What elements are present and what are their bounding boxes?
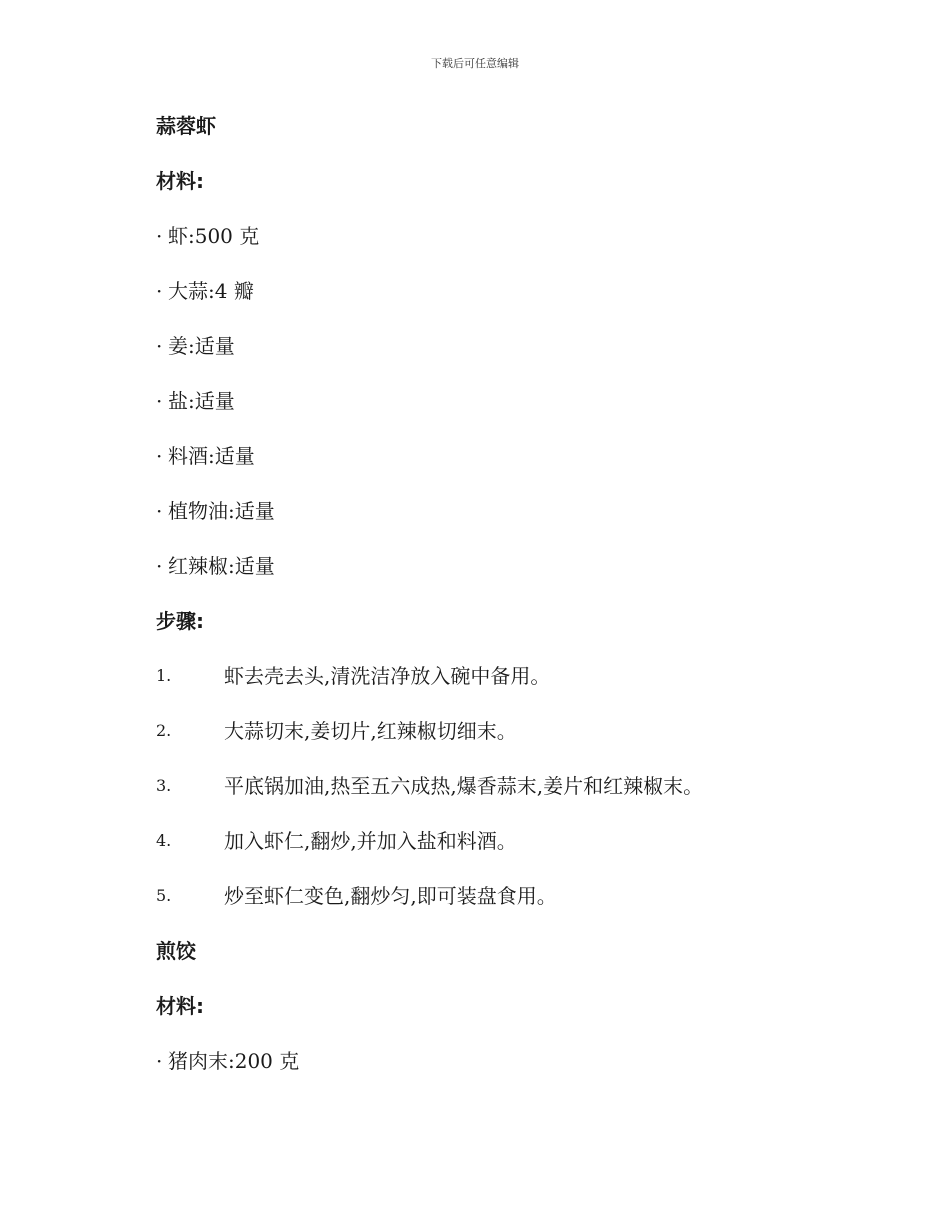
step-text: 平底锅加油,热至五六成热,爆香蒜末,姜片和红辣椒末。 <box>224 774 704 798</box>
list-item-text: 猪肉末:200 克 <box>168 1049 300 1073</box>
step-number: 5. <box>156 886 172 905</box>
step-item <box>156 825 896 857</box>
page-header: 下载后可任意编辑 <box>431 57 519 70</box>
bullet-icon: · <box>156 1049 163 1073</box>
list-item <box>156 440 896 472</box>
list-item <box>156 495 896 527</box>
bullet-icon: · <box>156 444 163 468</box>
step-number: 2. <box>156 721 172 740</box>
bullet-icon: · <box>156 224 163 248</box>
list-item <box>156 385 896 417</box>
bullet-icon: · <box>156 389 163 413</box>
list-item <box>156 1045 896 1077</box>
step-number: 3. <box>156 776 172 795</box>
step-item <box>156 660 896 692</box>
step-text: 加入虾仁,翻炒,并加入盐和料酒。 <box>224 829 517 853</box>
list-item-text: 红辣椒:适量 <box>168 554 275 578</box>
list-item-text: 虾:500 克 <box>168 224 260 248</box>
steps-heading: 步骤: <box>156 609 204 633</box>
step-item <box>156 770 896 802</box>
bullet-icon: · <box>156 334 163 358</box>
list-item-text: 大蒜:4 瓣 <box>168 279 254 303</box>
bullet-icon: · <box>156 554 163 578</box>
step-item <box>156 715 896 747</box>
materials-heading: 材料: <box>156 169 204 193</box>
step-number: 1. <box>156 666 172 685</box>
step-text: 虾去壳去头,清洗洁净放入碗中备用。 <box>224 664 551 688</box>
recipe-title: 蒜蓉虾 <box>156 114 216 138</box>
list-item-text: 植物油:适量 <box>168 499 275 523</box>
recipe-title: 煎饺 <box>156 939 196 963</box>
list-item <box>156 275 896 307</box>
list-item <box>156 220 896 252</box>
list-item-text: 盐:适量 <box>168 389 235 413</box>
step-text: 大蒜切末,姜切片,红辣椒切细末。 <box>224 719 517 743</box>
bullet-icon: · <box>156 499 163 523</box>
document-body <box>156 110 896 1100</box>
list-item <box>156 330 896 362</box>
list-item-text: 料酒:适量 <box>168 444 255 468</box>
list-item <box>156 550 896 582</box>
list-item-text: 姜:适量 <box>168 334 235 358</box>
step-item <box>156 880 896 912</box>
step-text: 炒至虾仁变色,翻炒匀,即可装盘食用。 <box>224 884 557 908</box>
step-number: 4. <box>156 831 172 850</box>
bullet-icon: · <box>156 279 163 303</box>
materials-heading: 材料: <box>156 994 204 1018</box>
